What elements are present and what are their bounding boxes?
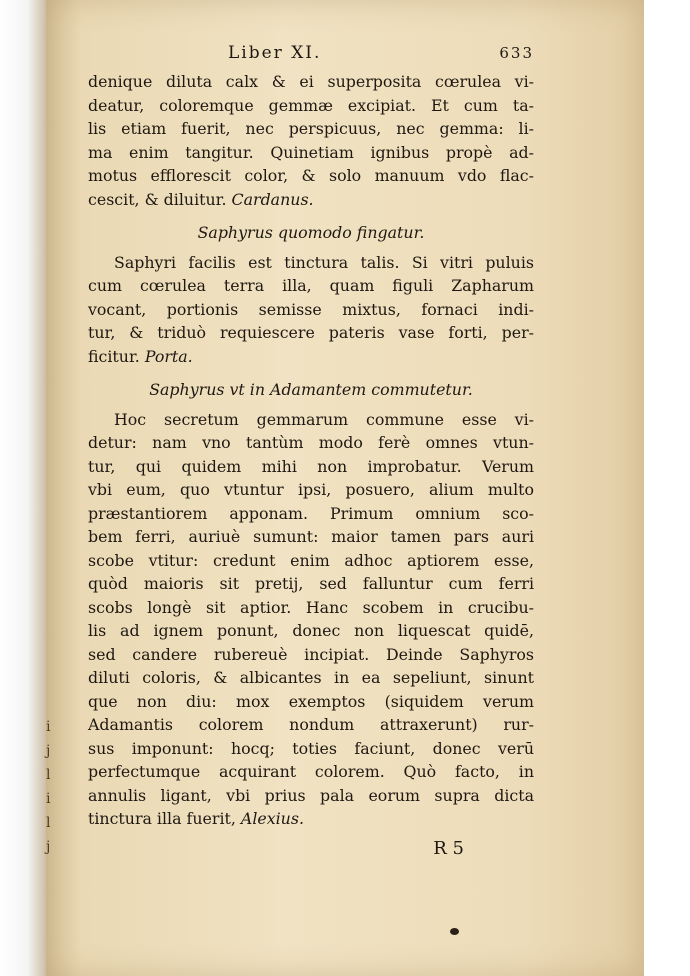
- margin-bleed-through: [46, 715, 56, 875]
- text-line: vocant, portionis semisse mixtus, fornaci indi-: [88, 299, 534, 319]
- text-line: diluti coloris, & albicantes in ea sepeliunt, sinunt: [88, 668, 534, 687]
- text-line: lis ad ignem ponunt, donec non liquescat quidē,: [88, 621, 534, 640]
- text-line: tur, qui quidem mihi non improbatur. Verum: [88, 456, 534, 476]
- text-fragment: tinctura illa fuerit,: [88, 809, 236, 828]
- paragraph-3: [88, 408, 534, 831]
- text-line: que non diu: mox exemptos (siquidem verum: [88, 691, 534, 711]
- text-line: deatur, coloremque gemmæ excipiat. Et cum ta-: [88, 95, 534, 115]
- left-gutter: [0, 0, 46, 976]
- text-line: annulis ligant, vbi prius pala eorum supra dicta: [88, 785, 534, 805]
- text-line: [88, 345, 534, 369]
- bleed-char: i: [46, 719, 51, 735]
- text-fragment: cescit, & diluitur.: [88, 189, 227, 209]
- section-heading: Saphyrus vt in Adamantem commutetur.: [149, 380, 473, 399]
- text-line: scobe vtitur: credunt enim adhoc aptiorem esse,: [88, 550, 534, 570]
- author-citation: Cardanus.: [231, 189, 314, 209]
- text-line: Hoc secretum gemmarum commune esse vi-: [114, 409, 534, 429]
- page-number: 633: [499, 44, 534, 62]
- text-line: detur: nam vno tantùm modo ferè omnes vtun-: [88, 433, 534, 452]
- text-line: cum cœrulea terra illa, quam figuli Zapharum: [88, 276, 534, 295]
- paragraph-1: [88, 70, 534, 211]
- text-line: motus efflorescit color, & solo manuum vdo flac-: [88, 166, 534, 185]
- text-line: Adamantis colorem nondum attraxerunt) rur-: [88, 715, 534, 734]
- text-line: [88, 188, 534, 212]
- section-heading: Saphyrus quomodo fingatur.: [197, 223, 425, 242]
- text-line: præstantiorem apponam. Primum omnium sco-: [88, 503, 534, 523]
- text-fragment: ficitur.: [88, 346, 140, 366]
- text-line: perfectumque acquirant colorem. Quò facto, in: [88, 762, 534, 781]
- text-line: bem ferri, auriuè sumunt: maior tamen pars auri: [88, 527, 534, 546]
- text-line: quòd maioris sit pretij, sed falluntur cum ferri: [88, 574, 534, 593]
- text-line: vbi eum, quo vtuntur ipsi, posuero, alium multo: [88, 480, 534, 499]
- book-title: Liber XI.: [228, 43, 322, 63]
- bleed-char: i: [46, 791, 51, 807]
- bleed-char: j: [46, 839, 51, 855]
- ink-blot: [450, 928, 459, 935]
- text-line: denique diluta calx & ei superposita cœrulea vi-: [88, 72, 534, 91]
- bleed-char: j: [46, 743, 51, 759]
- author-citation: Porta.: [144, 346, 193, 366]
- author-citation: Alexius.: [240, 809, 304, 828]
- text-line: scobs longè sit aptior. Hanc scobem in crucibu-: [88, 597, 534, 617]
- page-text: [88, 42, 534, 867]
- text-line: sus imponunt: hocq; toties faciunt, donec verū: [88, 738, 534, 758]
- signature-mark-row: [88, 837, 534, 867]
- bleed-char: l: [46, 815, 51, 831]
- bleed-char: l: [46, 767, 51, 783]
- text-line: tur, & triduò requiescere pateris vase forti, per-: [88, 323, 534, 342]
- paragraph-2: [88, 251, 534, 369]
- text-line: ma enim tangitur. Quinetiam ignibus propè ad-: [88, 142, 534, 162]
- text-line: lis etiam fuerit, nec perspicuus, nec gemma: li-: [88, 119, 534, 138]
- signature-mark: R 5: [433, 837, 464, 859]
- text-line: sed candere rubereuè incipiat. Deinde Saphyros: [88, 644, 534, 664]
- running-header: [88, 42, 534, 70]
- text-line: Saphyri facilis est tinctura talis. Si vitri puluis: [114, 252, 534, 272]
- text-line: [88, 807, 534, 831]
